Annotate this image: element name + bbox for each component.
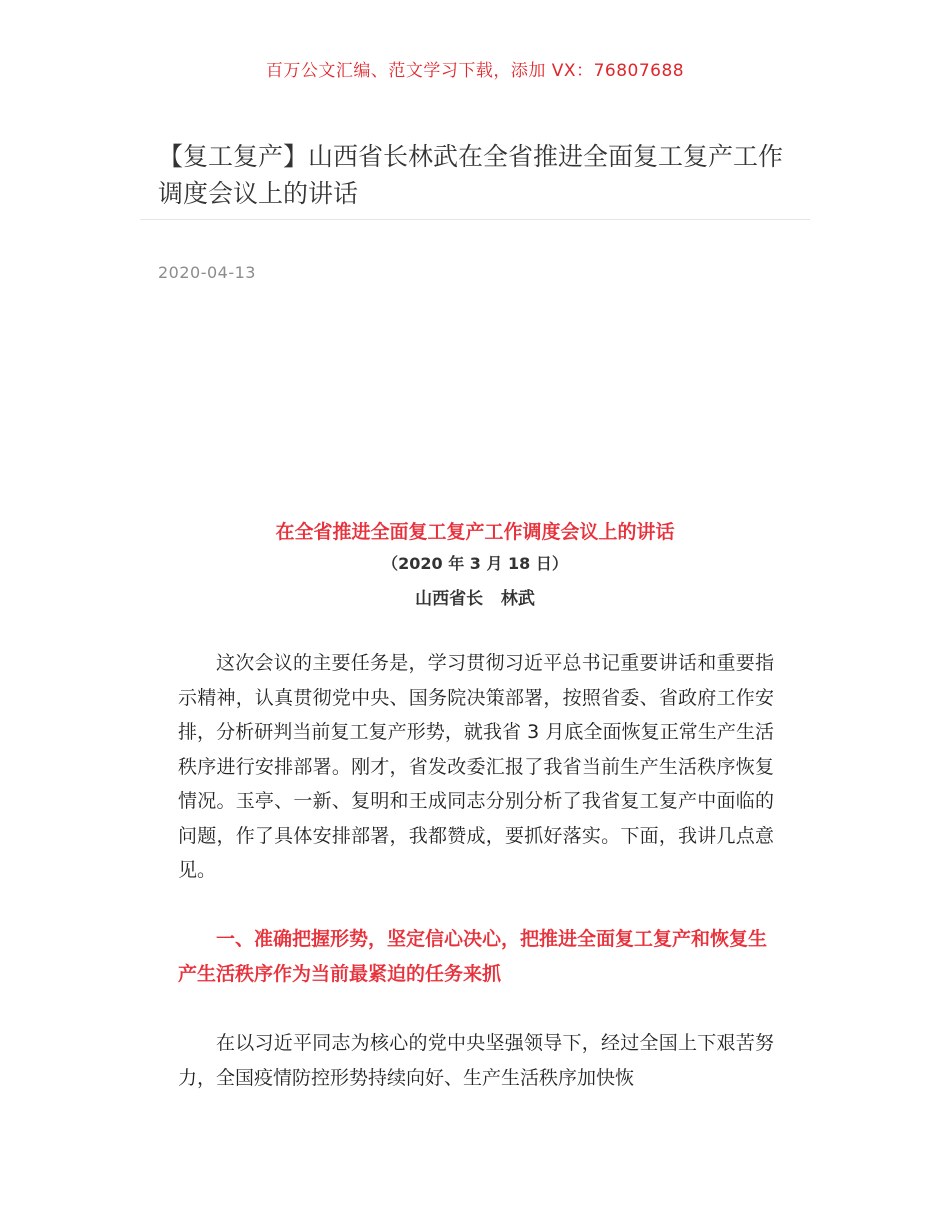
- section-heading-1: 一、准确把握形势，坚定信心决心，把推进全面复工复产和恢复生产生活秩序作为当前最紧迫的任务来抓: [178, 928, 768, 985]
- body-paragraph-1: 这次会议的主要任务是，学习贯彻习近平总书记重要讲话和重要指示精神，认真贯彻党中央、国务院决策部署，按照省委、省政府工作安排，分析研判当前复工复产形势，就我省 3 月底全面恢复正常生产生活秩序进行安排部署。刚才，省发改委汇报了我省当前生产生活秩序恢复情况。玉亭、一新、复明和王成同志分别分析了我省复工复产中面临的问题，作了具体安排部署，我都赞成，要抓好落实。下面，我讲几点意见。: [178, 652, 774, 881]
- article-title: 【复工复产】山西省长林武在全省推进全面复工复产工作调度会议上的讲话: [158, 142, 784, 208]
- promo-banner: 百万公文汇编、范文学习下载，添加 VX：76807688: [265, 61, 685, 81]
- publish-date: 2020-04-13: [158, 263, 256, 282]
- body-paragraph-2: 在以习近平同志为核心的党中央坚强领导下，经过全国上下艰苦努力，全国疫情防控形势持续向好、生产生活秩序加快恢: [178, 1032, 774, 1089]
- document-heading: 在全省推进全面复工复产工作调度会议上的讲话: [275, 521, 675, 543]
- document-author: 山西省长 林武: [415, 589, 535, 609]
- document-date: （2020 年 3 月 18 日）: [382, 554, 568, 573]
- title-divider: [140, 219, 810, 220]
